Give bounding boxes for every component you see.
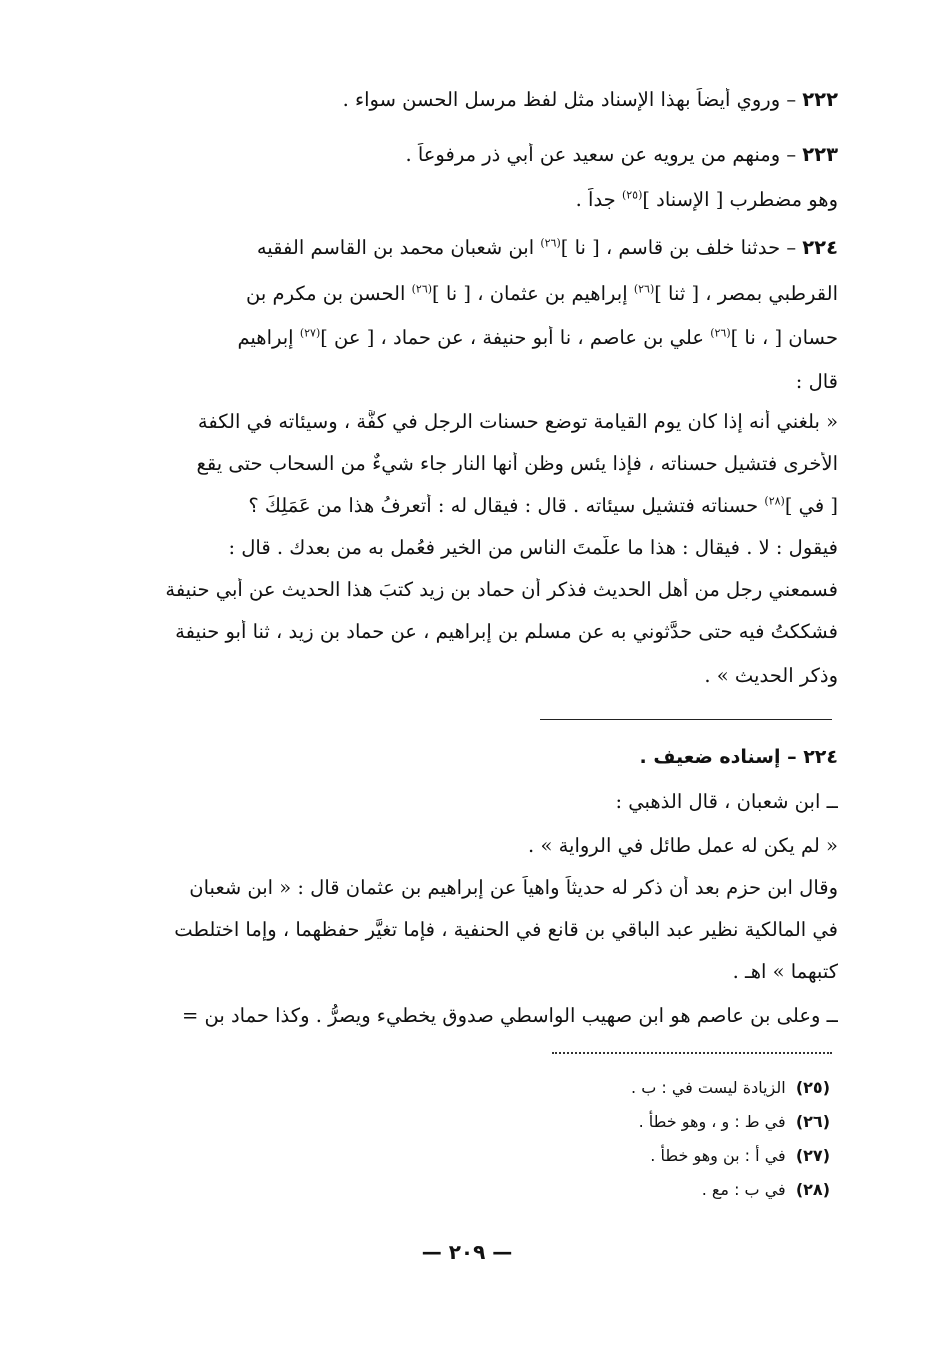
line-224-4: قال : bbox=[795, 370, 838, 393]
line-text: – ومنهم من يرويه عن سعيد عن أبي ذر مرفوعاً . bbox=[405, 143, 803, 166]
hadith-number: ٢٢٢ bbox=[802, 88, 838, 111]
footnote-number: (٢٦) bbox=[795, 1112, 830, 1131]
line-text: وهو مضطرب [ الإسناد ] bbox=[642, 188, 838, 211]
line-223-note bbox=[140, 188, 838, 211]
quote-line-2: الأخرى فتشيل حسناته ، فإذا يئس وظن أنها النار جاء شيءٌ من السحاب حتى يقع bbox=[196, 452, 838, 475]
line-224-3 bbox=[140, 326, 838, 349]
commentary-line-4: في المالكية نظير عبد الباقي بن قانع في الحنفية ، فإما تغيَّر حفظهما ، وإما اختلطت bbox=[174, 918, 838, 941]
footnote-text: الزيادة ليست في : ب . bbox=[631, 1078, 786, 1097]
line-text: [ في ] bbox=[784, 494, 838, 517]
footnote-item bbox=[702, 1180, 830, 1199]
line-text: إبراهيم بن عثمان ، [ نا ] bbox=[432, 282, 634, 305]
footnote-item bbox=[639, 1112, 830, 1131]
footnote-ref[interactable]: (٢٦) bbox=[710, 326, 731, 340]
line-224-2 bbox=[140, 282, 838, 305]
footnote-number: (٢٧) bbox=[795, 1146, 830, 1165]
line-223 bbox=[140, 143, 838, 166]
footnote-ref[interactable]: (٢٦) bbox=[540, 236, 561, 250]
footnote-ref[interactable]: (٢٨) bbox=[764, 494, 785, 508]
commentary-line-2: « لم يكن له عمل طائل في الرواية » . bbox=[528, 834, 838, 857]
line-222 bbox=[140, 88, 838, 111]
line-text: جداً . bbox=[575, 188, 622, 211]
footnote-separator bbox=[552, 1052, 832, 1054]
quote-line-6: فشككتُ فيه حتى حدَّثوني به عن مسلم بن إبراهيم ، عن حماد بن زيد ، ثنا أبو حنيفة bbox=[175, 620, 838, 643]
hadith-number: ٢٢٣ bbox=[802, 143, 838, 166]
line-text: الحسن بن مكرم بن bbox=[246, 282, 412, 305]
footnote-item bbox=[631, 1078, 830, 1097]
line-text: حسان [ ، نا ] bbox=[730, 326, 838, 349]
commentary-line-5: كتبهما » اهـ . bbox=[732, 960, 838, 983]
quote-line-3 bbox=[140, 494, 838, 517]
footnote-ref[interactable]: (٢٦) bbox=[411, 282, 433, 296]
line-text: – حدثنا خلف بن قاسم ، [ نا ] bbox=[560, 236, 803, 259]
quote-line-1: « بلغني أنه إذا كان يوم القيامة توضع حسنات الرجل في كفَّة ، وسيئاته في الكفة bbox=[197, 410, 838, 433]
line-text: القرطبي بمصر ، [ ثنا ] bbox=[654, 282, 838, 305]
footnote-number: (٢٥) bbox=[795, 1078, 830, 1097]
heading-text: – إسناده ضعيف . bbox=[639, 746, 804, 768]
hadith-number: ٢٢٤ bbox=[802, 236, 838, 259]
footnote-ref[interactable]: (٢٧) bbox=[299, 326, 321, 340]
footnote-ref[interactable]: (٢٥) bbox=[621, 188, 643, 202]
footnote-number: (٢٨) bbox=[795, 1180, 830, 1199]
line-text: علي بن عاصم ، نا أبو حنيفة ، عن حماد ، [ عن ] bbox=[320, 326, 711, 349]
section-divider bbox=[540, 719, 832, 720]
line-text: ابن شعبان محمد بن القاسم الفقيه bbox=[256, 236, 541, 259]
quote-line-5: فسمعني رجل من أهل الحديث فذكر أن حماد بن زيد كتبَ هذا الحديث عن أبي حنيفة bbox=[165, 578, 838, 601]
line-text: حسناته فتشيل سيئاته . قال : فيقال له : أتعرفُ هذا من عَمَلِكَ ؟ bbox=[248, 494, 765, 517]
quote-line-4: فيقول : لا . فيقال : هذا ما علَّمتَ الناس من الخير فعُمل به من بعدك . قال : bbox=[228, 536, 838, 559]
line-224-1 bbox=[140, 236, 838, 259]
commentary-line-3: وقال ابن حزم بعد أن ذكر له حديثاً واهياً عن إبراهيم بن عثمان قال : « ابن شعبان bbox=[189, 876, 838, 899]
footnote-ref[interactable]: (٢٦) bbox=[633, 282, 655, 296]
hadith-number: ٢٢٤ bbox=[803, 746, 838, 768]
commentary-line-6: ــ وعلى بن عاصم هو ابن صهيب الواسطي صدوق يخطيء ويصرُّ . وكذا حماد بن = bbox=[181, 1004, 838, 1027]
footnote-text: في أ : بن وهو خطأ . bbox=[650, 1146, 786, 1165]
footnote-text: في ب : مع . bbox=[701, 1180, 786, 1199]
footnote-text: في ط : و ، وهو خطأ . bbox=[638, 1112, 786, 1131]
page-number: — ٢٠٩ — bbox=[421, 1240, 513, 1264]
line-text: – وروي أيضاً بهذا الإسناد مثل لفظ مرسل الحسن سواء . bbox=[342, 88, 803, 111]
line-text: إبراهيم bbox=[237, 326, 300, 349]
quote-line-7: وذكر الحديث » . bbox=[704, 664, 838, 687]
commentary-heading bbox=[140, 746, 838, 768]
commentary-line-1: ــ ابن شعبان ، قال الذهبي : bbox=[615, 790, 838, 813]
footnote-item bbox=[650, 1146, 830, 1165]
